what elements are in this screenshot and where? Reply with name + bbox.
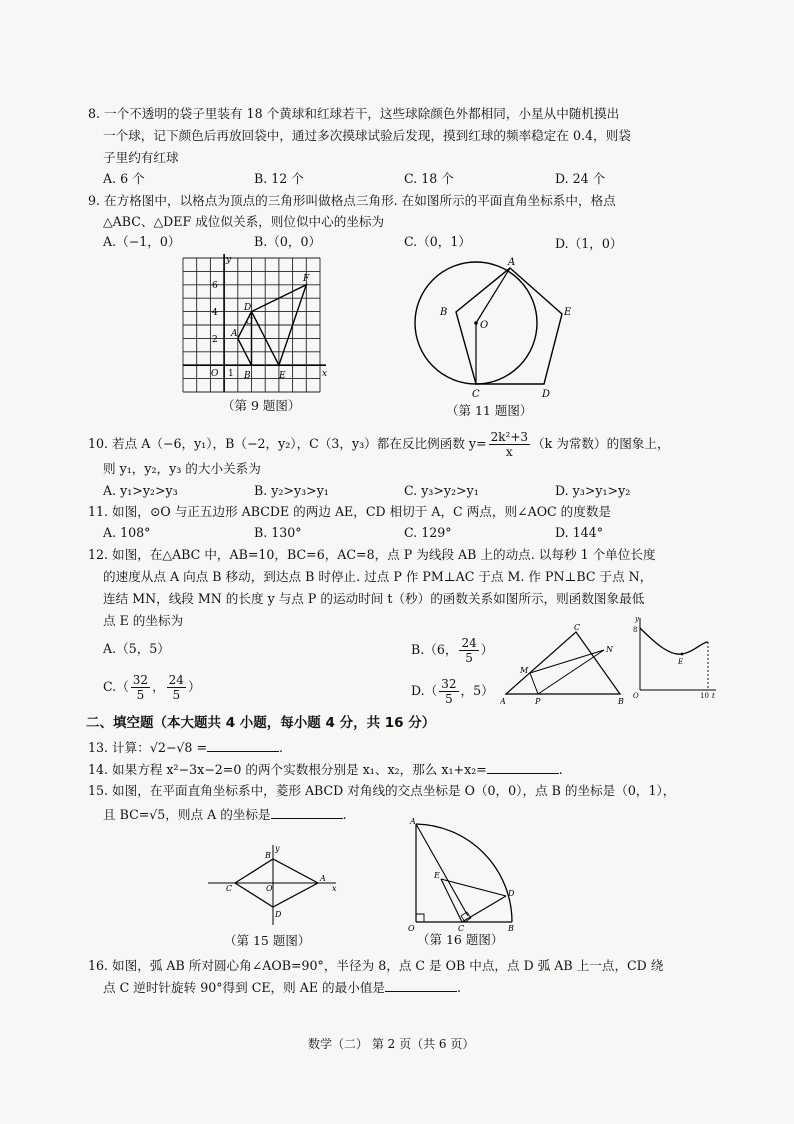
q8-option-b: B. 12 个	[254, 171, 304, 186]
fig16-label-d: D	[508, 889, 515, 898]
fig9-y-label: y	[226, 255, 232, 265]
question-14	[88, 759, 563, 780]
fig11-label-b: B	[440, 307, 448, 318]
fig11-label-o: O	[480, 320, 489, 331]
fig16-label-a: A	[410, 818, 416, 826]
q15-answer-blank[interactable]	[271, 804, 343, 819]
q10-frac-denominator: x	[505, 445, 513, 459]
fig9-label-f: F	[303, 274, 310, 284]
q12-option-b-fraction	[459, 636, 478, 665]
q12-option-c-pre: C.（	[103, 679, 129, 694]
q9-line-1: 9. 在方格图中，以格点为顶点的三角形叫做格点三角形. 在如图所示的平面直角坐标系中，格点	[88, 193, 616, 208]
figure-11-circle-pentagon	[410, 252, 580, 402]
figure-16-quarter-arc	[402, 818, 522, 934]
q13-end: .	[279, 740, 284, 755]
fig9-label-a: A	[231, 329, 238, 339]
q9-option-c: C.（0，1）	[404, 234, 471, 249]
fig12-label-b: B	[618, 697, 624, 706]
q8-line-1: 8. 一个不透明的袋子里装有 18 个黄球和红球若干，这些球除颜色外都相同，小星从中随机摸出	[88, 106, 620, 121]
q8-option-d: D. 24 个	[555, 171, 606, 186]
fig12g-t-label: t	[712, 692, 715, 700]
fig12g-tick-10: 10	[700, 692, 709, 700]
q16-end: .	[457, 980, 462, 995]
q12-option-c-den-2: 5	[172, 688, 181, 702]
q12-option-b-num: 24	[461, 636, 477, 650]
fig9-origin-label: O	[211, 369, 219, 379]
figure-15-caption: （第 15 题图）	[224, 933, 311, 948]
figure-9-caption: （第 9 题图）	[222, 398, 301, 413]
q10-option-c: C. y₃>y₂>y₁	[404, 483, 479, 498]
figure-16-caption: （第 16 题图）	[417, 932, 504, 947]
fig16-label-c: C	[458, 924, 465, 933]
fig9-tick-1: 1	[228, 369, 234, 379]
q16-line-1: 16. 如图，弧 AB 所对圆心角∠AOB=90°，半径为 8，点 C 是 OB 中点，点 D 弧 AB 上一点，CD 绕	[88, 958, 664, 973]
figure-12-triangle	[500, 622, 630, 708]
q12-option-c	[103, 669, 201, 705]
fig9-label-c: C	[246, 317, 253, 327]
q12-option-d-den: 5	[445, 692, 453, 706]
q12-option-c-mid: ，	[152, 679, 165, 694]
fig9-x-label: x	[322, 369, 328, 379]
q10-option-d: D. y₃>y₁>y₂	[555, 483, 631, 498]
q12-option-c-num-2: 24	[168, 673, 184, 687]
q16-line-2	[103, 977, 461, 998]
q12-option-b-post: ）	[480, 642, 494, 657]
q12-option-d-fraction	[439, 677, 458, 706]
fig11-label-a: A	[508, 257, 516, 268]
fig12-label-a: A	[500, 697, 506, 706]
fig9-tick-4: 4	[212, 308, 218, 318]
fig9-tick-6: 6	[212, 281, 218, 291]
q11-option-d: D. 144°	[555, 525, 603, 540]
q9-line-2: △ABC、△DEF 成位似关系，则位似中心的坐标为	[103, 214, 385, 229]
q9-option-a: A.（−1，0）	[103, 234, 181, 249]
q15-line-1: 15. 如图，在平面直角坐标系中，菱形 ABCD 对角线的交点坐标是 O（0，0），点 B 的坐标是（0，1），	[88, 783, 676, 798]
q12-option-c-fraction-2	[167, 673, 186, 702]
q11-option-a: A. 108°	[103, 525, 151, 540]
q8-line-3: 子里约有红球	[103, 150, 179, 165]
fig11-label-e: E	[564, 307, 572, 318]
figure-9-grid	[176, 252, 336, 402]
fig12-label-n: N	[606, 645, 613, 654]
q10-frac-numerator: 2k²+3	[490, 430, 529, 444]
fig15-x-label: x	[332, 884, 337, 893]
q15-line-2	[103, 804, 347, 825]
fig12g-label-e: E	[678, 658, 684, 666]
q14-text: 14. 如果方程 x²−3x−2=0 的两个实数根分别是 x₁、x₂，那么 x₁+x₂=	[88, 762, 487, 777]
q10-line-1	[88, 426, 670, 462]
fig12-label-c: C	[574, 623, 581, 632]
q9-option-d: D.（1，0）	[555, 236, 623, 251]
q12-line-4: 点 E 的坐标为	[103, 613, 184, 628]
fig15-label-o: O	[266, 884, 273, 893]
q15-text: 且 BC=√5，则点 A 的坐标是	[103, 807, 271, 822]
section-2-title: 二、填空题（本大题共 4 小题，每小题 4 分，共 16 分）	[86, 715, 436, 731]
q12-option-d-post: ，5）	[460, 683, 494, 698]
q12-option-c-den-1: 5	[136, 688, 145, 702]
q12-option-d-pre: D.（	[411, 683, 438, 698]
q16-text: 点 C 逆时针旋转 90°得到 CE，则 AE 的最小值是	[103, 980, 386, 995]
fig12g-origin: O	[633, 692, 639, 700]
q12-option-d	[411, 673, 494, 709]
question-13	[88, 737, 283, 758]
q8-option-c: C. 18 个	[404, 171, 454, 186]
q10-fraction	[489, 430, 530, 459]
q10-option-b: B. y₂>y₃>y₁	[254, 483, 329, 498]
q12-option-a: A.（5，5）	[103, 641, 170, 656]
q16-answer-blank[interactable]	[385, 977, 457, 992]
q10-option-a: A. y₁>y₂>y₃	[103, 483, 178, 498]
fig12-label-m: M	[520, 666, 529, 675]
q13-text: 13. 计算：√2−√8 =	[88, 740, 207, 755]
q11-option-b: B. 130°	[254, 525, 302, 540]
q10-text-after: （k 为常数）的图象上，	[532, 436, 670, 451]
fig15-label-b: B	[265, 851, 271, 860]
fig12g-tick-8: 8	[633, 626, 638, 634]
fig15-y-label: y	[275, 845, 280, 853]
q12-option-b-den: 5	[465, 651, 473, 665]
q9-option-b: B.（0，0）	[254, 234, 322, 249]
q12-option-d-num: 32	[441, 677, 457, 691]
q11-option-c: C. 129°	[404, 525, 452, 540]
q8-line-2: 一个球，记下颜色后再放回袋中，通过多次摸球试验后发现，摸到红球的频率稳定在 0.4，则袋	[103, 128, 631, 143]
page-footer: 数学（二） 第 2 页（共 6 页）	[308, 1037, 475, 1051]
figure-15-rhombus	[208, 845, 338, 930]
fig9-label-d: D	[244, 303, 252, 313]
fig9-label-b: B	[244, 371, 251, 381]
q13-answer-blank[interactable]	[207, 737, 279, 752]
fig16-label-b: B	[508, 924, 514, 933]
fig15-label-a: A	[320, 874, 326, 883]
q12-option-c-fraction-1	[131, 673, 150, 702]
q12-option-c-num-1: 32	[132, 673, 149, 687]
fig16-label-o: O	[408, 924, 415, 933]
q10-text-before: 10. 若点 A（−6，y₁），B（−2，y₂），C（3，y₃）都在反比例函数 y=	[88, 436, 487, 451]
figure-12-graph	[630, 614, 720, 700]
q14-answer-blank[interactable]	[487, 759, 559, 774]
q11-line-1: 11. 如图，⊙O 与正五边形 ABCDE 的两边 AE，CD 相切于 A，C 两点，则∠AOC 的度数是	[88, 504, 612, 519]
fig15-label-c: C	[226, 884, 233, 893]
q8-option-a: A. 6 个	[103, 171, 145, 186]
fig9-tick-2: 2	[212, 335, 218, 345]
q12-option-b	[411, 632, 493, 668]
fig12g-y-label: y	[635, 615, 639, 623]
fig9-label-e: E	[279, 371, 286, 381]
q15-end: .	[342, 807, 347, 822]
fig12-label-p: P	[535, 697, 541, 706]
pentagon-abcde	[456, 268, 562, 384]
q14-end: .	[558, 762, 563, 777]
fig11-label-d: D	[542, 389, 551, 400]
q12-line-3: 连结 MN，线段 MN 的长度 y 与点 P 的运动时间 t（秒）的函数关系如图所示，则函数图象最低	[103, 591, 645, 606]
fig15-label-d: D	[275, 910, 282, 919]
figure-11-caption: （第 11 题图）	[446, 403, 533, 418]
q10-line-2: 则 y₁，y₂，y₃ 的大小关系为	[103, 461, 261, 476]
q12-option-c-post: ）	[187, 679, 201, 694]
fig16-label-e: E	[434, 871, 440, 880]
q12-line-2: 的速度从点 A 向点 B 移动，到达点 B 时停止. 过点 P 作 PM⊥AC 于点 M. 作 PN⊥BC 于点 N，	[103, 569, 653, 584]
fig11-label-c: C	[472, 389, 480, 400]
q12-option-b-pre: B.（6，	[411, 642, 458, 657]
q12-line-1: 12. 如图，在△ABC 中，AB=10，BC=6，AC=8，点 P 为线段 AB 上的动点. 以每秒 1 个单位长度	[88, 547, 656, 562]
